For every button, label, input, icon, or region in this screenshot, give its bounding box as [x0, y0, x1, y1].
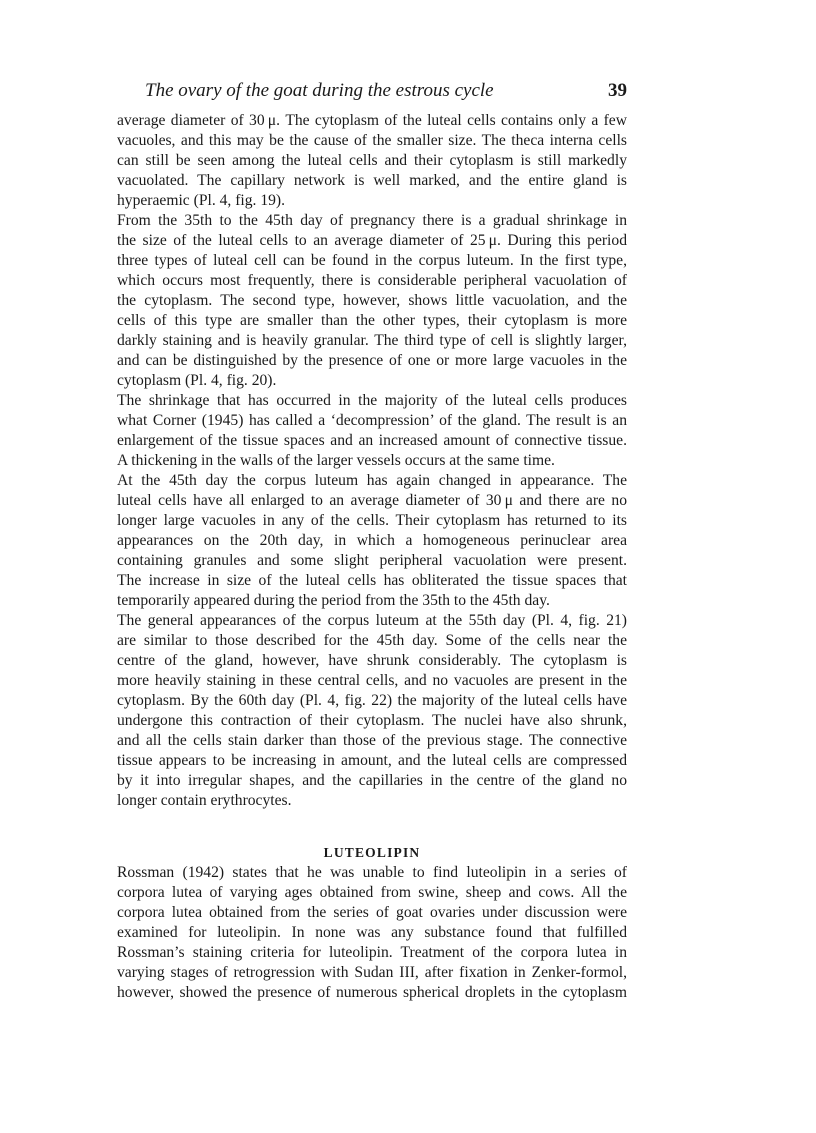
text-line: and can be distinguished by the presence of one or more large vacuoles in the: [117, 352, 627, 369]
text-line: three types of luteal cell can be found in the corpus luteum. In the first type,: [117, 252, 627, 269]
text-line: longer large vacuoles in any of the cells. Their cytoplasm has returned to its: [117, 512, 627, 529]
text-line: centre of the gland, however, have shrunk considerably. The cytoplasm is: [117, 652, 627, 669]
text-line: Rossman (1942) states that he was unable to find luteolipin in a series of: [117, 864, 627, 881]
section-text: [117, 863, 627, 1003]
text-line: corpora lutea obtained from the series of goat ovaries under discussion were: [117, 904, 627, 921]
text-line: The shrinkage that has occurred in the majority of the luteal cells produces: [117, 392, 627, 409]
text-line: what Corner (1945) has called a ‘decompression’ of the gland. The result is an: [117, 412, 627, 429]
text-line: tissue appears to be increasing in amount, and the luteal cells are compressed: [117, 752, 627, 769]
text-line: Rossman’s staining criteria for luteolipin. Treatment of the corpora lutea in: [117, 944, 627, 961]
paragraph: [117, 391, 627, 471]
main-text: [117, 111, 627, 811]
text-line: the size of the luteal cells to an average diameter of 25 μ. During this period: [117, 232, 627, 249]
paragraph: [117, 111, 627, 211]
text-line: undergone this contraction of their cytoplasm. The nuclei have also shrunk,: [117, 712, 627, 729]
text-line: containing granules and some slight peripheral vacuolation were present.: [117, 552, 627, 569]
text-line: hyperaemic (Pl. 4, fig. 19).: [117, 192, 286, 209]
text-line: examined for luteolipin. In none was any substance found that fulfilled: [117, 924, 627, 941]
text-line: A thickening in the walls of the larger vessels occurs at the same time.: [117, 452, 555, 469]
paragraph: [117, 211, 627, 391]
text-line: From the 35th to the 45th day of pregnancy there is a gradual shrinkage in: [117, 212, 627, 229]
text-line: the cytoplasm. The second type, however, shows little vacuolation, and the: [117, 292, 627, 309]
running-title: The ovary of the goat during the estrous cycle: [145, 80, 494, 101]
text-line: more heavily staining in these central cells, and no vacuoles are present in the: [117, 672, 627, 689]
paragraph: [117, 863, 627, 1003]
text-line: The general appearances of the corpus luteum at the 55th day (Pl. 4, fig. 21): [117, 612, 627, 629]
text-line: The increase in size of the luteal cells has obliterated the tissue spaces that: [117, 572, 627, 589]
running-header: [117, 80, 627, 106]
text-line: and all the cells stain darker than those of the previous stage. The connective: [117, 732, 627, 749]
text-line: longer contain erythrocytes.: [117, 792, 292, 809]
text-line: appearances on the 20th day, in which a homogeneous perinuclear area: [117, 532, 627, 549]
section-heading: LUTEOLIPIN: [323, 845, 421, 860]
text-line: enlargement of the tissue spaces and an increased amount of connective tissue.: [117, 432, 627, 449]
page-body: [117, 111, 627, 1003]
text-line: which occurs most frequently, there is considerable peripheral vacuolation of: [117, 272, 627, 289]
text-line: vacuolated. The capillary network is well marked, and the entire gland is: [117, 172, 627, 189]
text-line: cytoplasm (Pl. 4, fig. 20).: [117, 372, 277, 389]
text-line: can still be seen among the luteal cells and their cytoplasm is still markedly: [117, 152, 627, 169]
text-line: varying stages of retrogression with Sudan III, after fixation in Zenker-formol,: [117, 964, 627, 981]
text-line: temporarily appeared during the period from the 35th to the 45th day.: [117, 592, 550, 609]
text-line: cells of this type are smaller than the other types, their cytoplasm is more: [117, 312, 627, 329]
text-line: however, showed the presence of numerous spherical droplets in the cytoplasm: [117, 984, 627, 1001]
text-line: darkly staining and is heavily granular. The third type of cell is slightly larger,: [117, 332, 627, 349]
paragraph: [117, 611, 627, 811]
text-line: corpora lutea of varying ages obtained from swine, sheep and cows. All the: [117, 884, 627, 901]
text-line: vacuoles, and this may be the cause of the smaller size. The theca interna cells: [117, 132, 627, 149]
text-line: are similar to those described for the 45th day. Some of the cells near the: [117, 632, 627, 649]
text-line: by it into irregular shapes, and the capillaries in the centre of the gland no: [117, 772, 627, 789]
text-line: average diameter of 30 μ. The cytoplasm of the luteal cells contains only a few: [117, 112, 627, 129]
paragraph: [117, 471, 627, 611]
text-line: luteal cells have all enlarged to an average diameter of 30 μ and there are no: [117, 492, 627, 509]
text-line: cytoplasm. By the 60th day (Pl. 4, fig. 22) the majority of the luteal cells have: [117, 692, 627, 709]
text-line: At the 45th day the corpus luteum has again changed in appearance. The: [117, 472, 627, 489]
page-number: 39: [608, 80, 627, 101]
